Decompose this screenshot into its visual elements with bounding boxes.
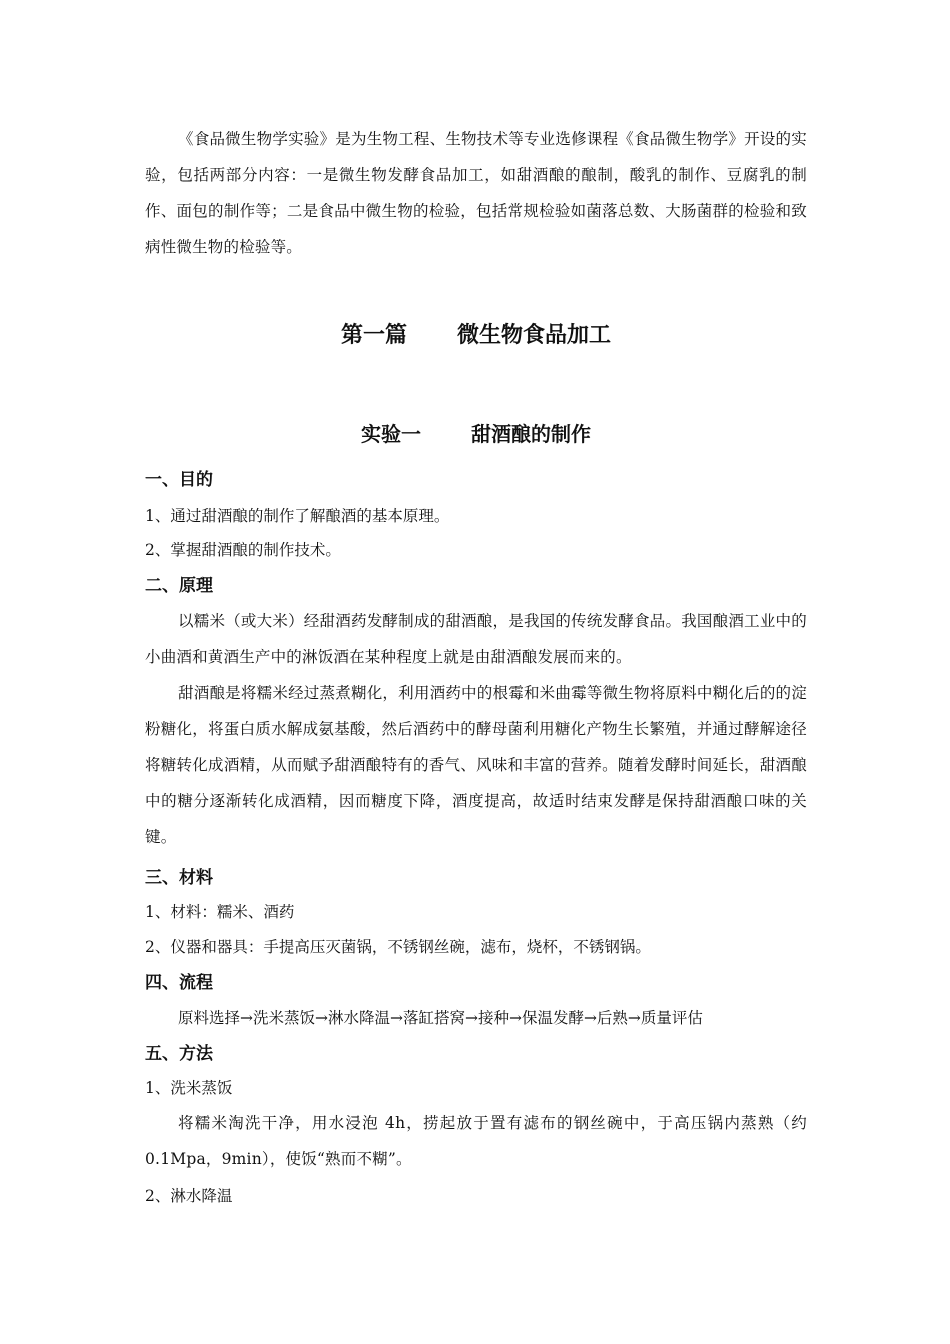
principle-paragraph-1: 以糯米（或大米）经甜酒药发酵制成的甜酒酿，是我国的传统发酵食品。我国酿酒工业中的小曲酒和黄酒生产中的淋饭酒在某种程度上就是由甜酒酿发展而来的。 <box>145 612 807 666</box>
materials-item-2: 2、仪器和器具：手提高压灭菌锅，不锈钢丝碗，滤布，烧杯，不锈钢锅。 <box>145 938 651 956</box>
experiment-label: 实验一 <box>361 422 421 446</box>
section-heading-method: 五、方法 <box>145 1044 213 1064</box>
process-flow: 原料选择→洗米蒸饭→淋水降温→落缸搭窝→接种→保温发酵→后熟→质量评估 <box>178 1009 703 1027</box>
section-heading-process: 四、流程 <box>145 973 213 993</box>
materials-item-1: 1、材料：糯米、酒药 <box>145 903 295 921</box>
purpose-item-2: 2、掌握甜酒酿的制作技术。 <box>145 541 341 559</box>
principle-paragraph-2: 甜酒酿是将糯米经过蒸煮糊化，利用酒药中的根霉和米曲霉等微生物将原料中糊化后的的淀粉糖化，将蛋白质水解成氨基酸，然后酒药中的酵母菌利用糖化产物生长繁殖，并通过酵解途径将糖转化成酒精，从而赋予甜酒酿特有的香气、风味和丰富的营养。随着发酵时间延长，甜酒酿中的糖分逐渐转化成酒精，因而糖度下降，酒度提高，故适时结束发酵是保持甜酒酿口味的关键。 <box>145 684 807 846</box>
intro-paragraph: 《食品微生物学实验》是为生物工程、生物技术等专业选修课程《食品微生物学》开设的实验，包括两部分内容：一是微生物发酵食品加工，如甜酒酿的酿制，酸乳的制作、豆腐乳的制作、面包的制作等；二是食品中微生物的检验，包括常规检验如菌落总数、大肠菌群的检验和致病性微生物的检验等。 <box>145 130 807 256</box>
experiment-name: 甜酒酿的制作 <box>471 422 591 446</box>
purpose-item-1: 1、通过甜酒酿的制作了解酿酒的基本原理。 <box>145 507 450 525</box>
experiment-title <box>145 418 807 447</box>
part-title <box>145 318 807 349</box>
section-heading-principle: 二、原理 <box>145 576 213 596</box>
method-step-1-text: 将糯米淘洗干净，用水浸泡 4h，捞起放于置有滤布的钢丝碗中，于高压锅内蒸熟（约 0.1Mpa，9min），使饭“熟而不糊”。 <box>145 1114 807 1168</box>
method-step-1-title: 1、洗米蒸饭 <box>145 1079 233 1097</box>
section-heading-purpose: 一、目的 <box>145 470 213 490</box>
part-label: 第一篇 <box>340 323 407 348</box>
section-heading-materials: 三、材料 <box>145 868 213 888</box>
method-step-2-title: 2、淋水降温 <box>145 1187 233 1205</box>
part-name: 微生物食品加工 <box>457 323 612 348</box>
